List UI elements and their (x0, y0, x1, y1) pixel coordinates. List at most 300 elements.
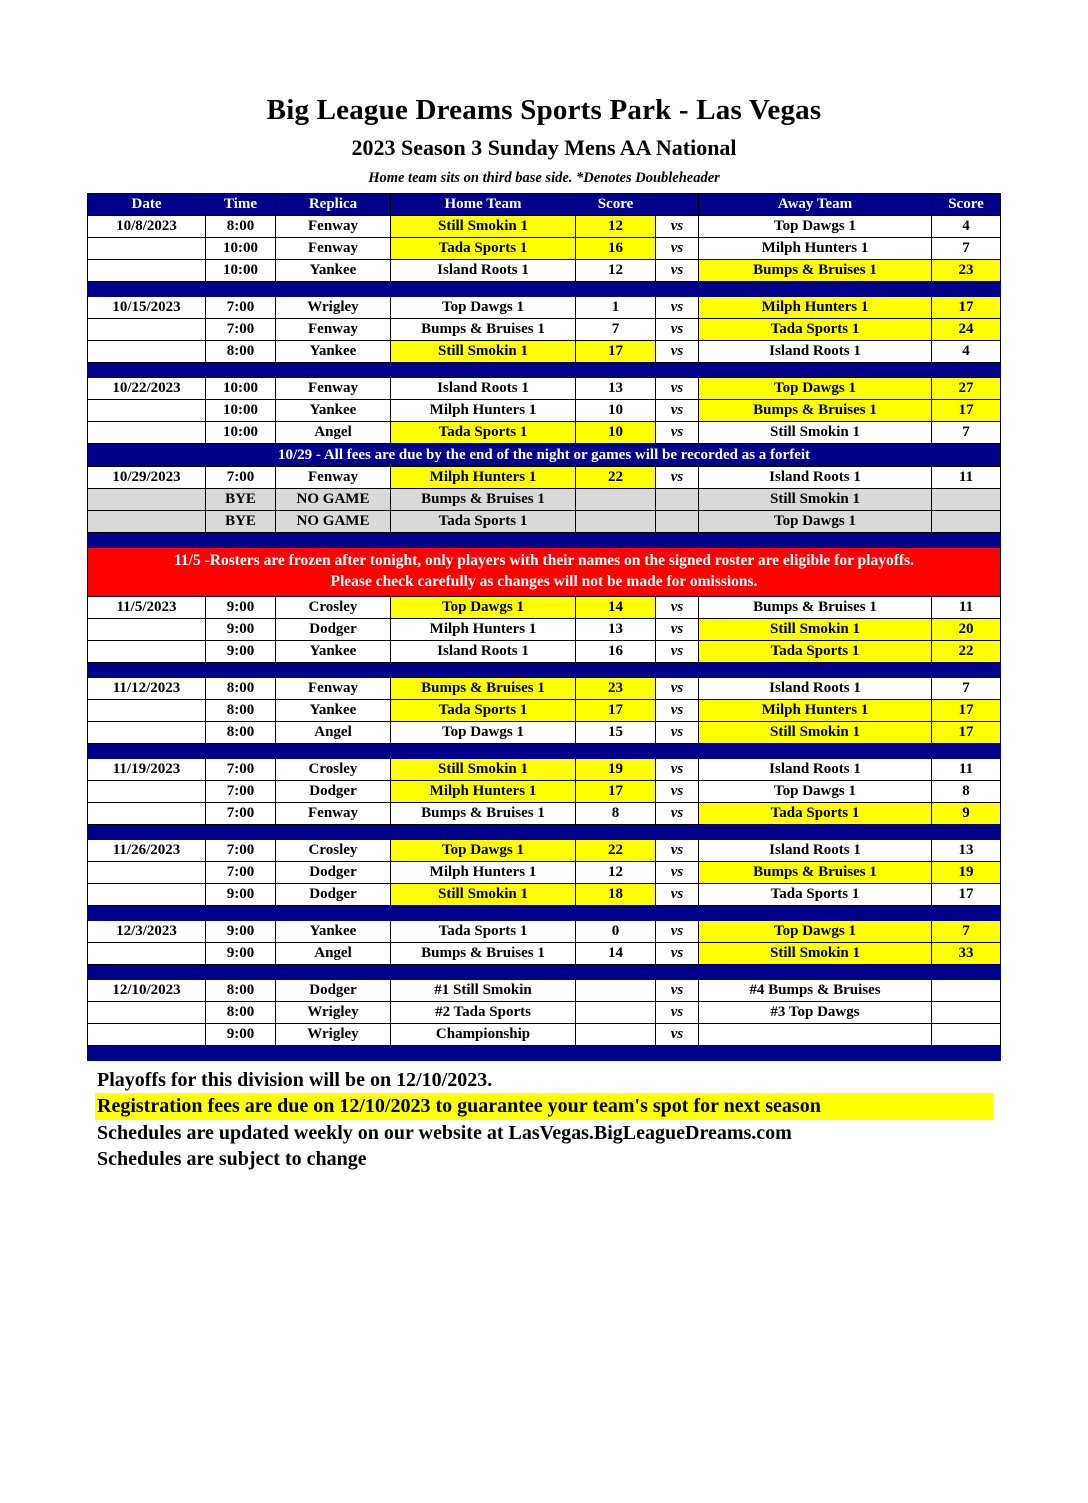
cell-away-team: #4 Bumps & Bruises (699, 980, 932, 1002)
cell-home-team: Bumps & Bruises 1 (391, 803, 576, 825)
notice-banner-text: 10/29 - All fees are due by the end of the night or games will be recorded as a forfeit (88, 444, 1001, 467)
cell-home-score: 23 (576, 678, 656, 700)
week-divider-cell (88, 744, 1001, 759)
cell-vs: vs (656, 260, 699, 282)
table-row (88, 341, 1001, 363)
cell-date (88, 803, 206, 825)
cell-home-team: Island Roots 1 (391, 641, 576, 663)
table-row (88, 319, 1001, 341)
table-row (88, 1002, 1001, 1024)
cell-time: 8:00 (206, 341, 276, 363)
cell-time: 9:00 (206, 921, 276, 943)
table-row (88, 297, 1001, 319)
cell-home-score (576, 489, 656, 511)
column-header-away-score: Score (932, 194, 1001, 216)
cell-vs: vs (656, 1024, 699, 1046)
cell-vs: vs (656, 759, 699, 781)
table-row (88, 840, 1001, 862)
cell-home-team: Tada Sports 1 (391, 511, 576, 533)
cell-home-team: #1 Still Smokin (391, 980, 576, 1002)
roster-freeze-banner-text: 11/5 -Rosters are frozen after tonight, only players with their names on the signed roster are eligible for playoffs. Please check carefully as changes will not be made for omissions. (88, 548, 1001, 597)
cell-vs: vs (656, 422, 699, 444)
page-title: Big League Dreams Sports Park - Las Vegas (266, 94, 822, 126)
cell-home-score: 13 (576, 378, 656, 400)
cell-time: 7:00 (206, 319, 276, 341)
table-row (88, 862, 1001, 884)
column-header-home-score: Score (576, 194, 656, 216)
table-row (88, 641, 1001, 663)
cell-away-team: Milph Hunters 1 (699, 238, 932, 260)
cell-away-team: Top Dawgs 1 (699, 781, 932, 803)
table-row (88, 803, 1001, 825)
cell-vs: vs (656, 297, 699, 319)
table-row (88, 216, 1001, 238)
table-row (88, 400, 1001, 422)
cell-away-score: 11 (932, 467, 1001, 489)
table-row (88, 489, 1001, 511)
cell-away-score: 17 (932, 297, 1001, 319)
cell-time: 10:00 (206, 238, 276, 260)
cell-date: 11/12/2023 (88, 678, 206, 700)
cell-vs: vs (656, 722, 699, 744)
cell-time: 10:00 (206, 422, 276, 444)
cell-date (88, 781, 206, 803)
table-row (88, 1024, 1001, 1046)
cell-away-score: 20 (932, 619, 1001, 641)
cell-away-team: Island Roots 1 (699, 840, 932, 862)
table-row (88, 980, 1001, 1002)
cell-home-team: Bumps & Bruises 1 (391, 489, 576, 511)
cell-vs: vs (656, 884, 699, 906)
table-row (88, 700, 1001, 722)
table-header (88, 194, 1001, 216)
cell-vs: vs (656, 700, 699, 722)
cell-vs: vs (656, 781, 699, 803)
cell-home-score: 13 (576, 619, 656, 641)
table-row (88, 678, 1001, 700)
cell-home-team: Top Dawgs 1 (391, 840, 576, 862)
cell-replica: Angel (276, 422, 391, 444)
cell-replica: Dodger (276, 781, 391, 803)
cell-date (88, 641, 206, 663)
footer-subject-to-change: Schedules are subject to change (97, 1148, 367, 1171)
cell-away-score (932, 1024, 1001, 1046)
cell-away-score: 11 (932, 759, 1001, 781)
cell-away-score: 7 (932, 422, 1001, 444)
cell-home-team: Milph Hunters 1 (391, 467, 576, 489)
cell-replica: Dodger (276, 884, 391, 906)
cell-away-team: Island Roots 1 (699, 467, 932, 489)
cell-away-score: 33 (932, 943, 1001, 965)
cell-home-team: Tada Sports 1 (391, 921, 576, 943)
cell-time: 10:00 (206, 260, 276, 282)
cell-home-team: Still Smokin 1 (391, 884, 576, 906)
table-row (88, 884, 1001, 906)
cell-vs: vs (656, 641, 699, 663)
week-divider (88, 282, 1001, 297)
cell-time: 9:00 (206, 1024, 276, 1046)
cell-date: 11/26/2023 (88, 840, 206, 862)
cell-home-team: Island Roots 1 (391, 378, 576, 400)
cell-away-team: Still Smokin 1 (699, 422, 932, 444)
table-row (88, 619, 1001, 641)
cell-date (88, 1024, 206, 1046)
cell-date (88, 260, 206, 282)
cell-time: 8:00 (206, 700, 276, 722)
week-divider (88, 533, 1001, 548)
cell-away-team: #3 Top Dawgs (699, 1002, 932, 1024)
cell-home-score: 12 (576, 862, 656, 884)
cell-away-score: 17 (932, 722, 1001, 744)
week-divider-cell (88, 663, 1001, 678)
cell-date (88, 422, 206, 444)
cell-away-score: 4 (932, 216, 1001, 238)
roster-freeze-banner (88, 548, 1001, 597)
cell-date (88, 319, 206, 341)
cell-home-score: 16 (576, 641, 656, 663)
cell-date: 10/29/2023 (88, 467, 206, 489)
cell-away-score: 17 (932, 700, 1001, 722)
cell-replica: Yankee (276, 260, 391, 282)
cell-home-score: 19 (576, 759, 656, 781)
cell-away-team: Still Smokin 1 (699, 489, 932, 511)
cell-away-score (932, 1002, 1001, 1024)
cell-date: 10/8/2023 (88, 216, 206, 238)
week-divider (88, 965, 1001, 980)
cell-home-score (576, 511, 656, 533)
week-divider-cell (88, 363, 1001, 378)
cell-date (88, 341, 206, 363)
cell-vs: vs (656, 341, 699, 363)
table-row (88, 378, 1001, 400)
cell-time: 7:00 (206, 803, 276, 825)
cell-date (88, 884, 206, 906)
cell-home-score: 7 (576, 319, 656, 341)
cell-away-team: Tada Sports 1 (699, 641, 932, 663)
cell-time: 8:00 (206, 216, 276, 238)
cell-away-team: Bumps & Bruises 1 (699, 862, 932, 884)
cell-replica: Wrigley (276, 1024, 391, 1046)
column-header-time: Time (206, 194, 276, 216)
week-divider-cell (88, 1046, 1001, 1061)
cell-home-score: 0 (576, 921, 656, 943)
cell-away-team: Top Dawgs 1 (699, 216, 932, 238)
table-body (88, 216, 1001, 1061)
cell-vs: vs (656, 400, 699, 422)
cell-time: 8:00 (206, 1002, 276, 1024)
cell-vs: vs (656, 319, 699, 341)
cell-vs: vs (656, 619, 699, 641)
cell-replica: Fenway (276, 378, 391, 400)
cell-vs: vs (656, 597, 699, 619)
cell-time: 9:00 (206, 619, 276, 641)
cell-vs: vs (656, 921, 699, 943)
cell-home-team: Island Roots 1 (391, 260, 576, 282)
cell-home-team: Milph Hunters 1 (391, 862, 576, 884)
footer-updates: Schedules are updated weekly on our website at LasVegas.BigLeagueDreams.com (97, 1121, 792, 1144)
cell-away-score: 11 (932, 597, 1001, 619)
cell-replica: Angel (276, 943, 391, 965)
cell-date: 10/22/2023 (88, 378, 206, 400)
cell-away-score: 23 (932, 260, 1001, 282)
table-row (88, 781, 1001, 803)
cell-away-score (932, 511, 1001, 533)
cell-away-team: Still Smokin 1 (699, 943, 932, 965)
cell-replica: Fenway (276, 467, 391, 489)
header-row (88, 194, 1001, 216)
cell-home-score: 22 (576, 467, 656, 489)
cell-time: 9:00 (206, 943, 276, 965)
table-row (88, 921, 1001, 943)
cell-vs: vs (656, 238, 699, 260)
cell-replica: Dodger (276, 980, 391, 1002)
notice-banner (88, 444, 1001, 467)
column-header-away-team: Away Team (699, 194, 932, 216)
cell-home-team: Milph Hunters 1 (391, 619, 576, 641)
cell-home-score: 14 (576, 597, 656, 619)
cell-vs (656, 489, 699, 511)
cell-vs: vs (656, 943, 699, 965)
cell-home-team: Tada Sports 1 (391, 700, 576, 722)
cell-away-team: Island Roots 1 (699, 678, 932, 700)
cell-date (88, 862, 206, 884)
cell-vs: vs (656, 467, 699, 489)
cell-replica: Wrigley (276, 1002, 391, 1024)
cell-away-score: 7 (932, 238, 1001, 260)
cell-vs: vs (656, 803, 699, 825)
column-header-home-team: Home Team (391, 194, 576, 216)
week-divider (88, 906, 1001, 921)
cell-replica: NO GAME (276, 489, 391, 511)
cell-date: 11/19/2023 (88, 759, 206, 781)
cell-replica: Dodger (276, 619, 391, 641)
cell-date (88, 722, 206, 744)
cell-vs: vs (656, 378, 699, 400)
cell-home-score: 10 (576, 422, 656, 444)
cell-away-score: 19 (932, 862, 1001, 884)
cell-vs: vs (656, 840, 699, 862)
cell-time: 8:00 (206, 722, 276, 744)
cell-home-score (576, 1024, 656, 1046)
week-divider (88, 744, 1001, 759)
footer-registration: Registration fees are due on 12/10/2023 to guarantee your team's spot for next season (95, 1093, 993, 1119)
cell-away-score: 4 (932, 341, 1001, 363)
column-header-date: Date (88, 194, 206, 216)
week-divider-cell (88, 906, 1001, 921)
cell-home-team: Bumps & Bruises 1 (391, 319, 576, 341)
cell-home-team: Top Dawgs 1 (391, 597, 576, 619)
cell-time: 9:00 (206, 884, 276, 906)
cell-away-team: Tada Sports 1 (699, 803, 932, 825)
footer-notes (95, 1067, 993, 1173)
cell-replica: Yankee (276, 921, 391, 943)
cell-home-team: Bumps & Bruises 1 (391, 943, 576, 965)
cell-away-score: 17 (932, 884, 1001, 906)
cell-time: 7:00 (206, 759, 276, 781)
cell-date (88, 238, 206, 260)
cell-home-team: #2 Tada Sports (391, 1002, 576, 1024)
cell-home-team: Top Dawgs 1 (391, 722, 576, 744)
cell-time: BYE (206, 489, 276, 511)
cell-replica: Fenway (276, 238, 391, 260)
cell-time: 10:00 (206, 378, 276, 400)
week-divider (88, 1046, 1001, 1061)
cell-home-score: 17 (576, 700, 656, 722)
schedule-page (0, 95, 1088, 1173)
week-divider-cell (88, 825, 1001, 840)
cell-time: 8:00 (206, 980, 276, 1002)
cell-date: 11/5/2023 (88, 597, 206, 619)
cell-home-team: Tada Sports 1 (391, 422, 576, 444)
cell-away-score (932, 489, 1001, 511)
cell-time: 7:00 (206, 467, 276, 489)
cell-away-team: Milph Hunters 1 (699, 700, 932, 722)
table-row (88, 759, 1001, 781)
cell-date (88, 700, 206, 722)
cell-time: 10:00 (206, 400, 276, 422)
week-divider-cell (88, 965, 1001, 980)
cell-away-score: 13 (932, 840, 1001, 862)
week-divider-cell (88, 533, 1001, 548)
cell-vs: vs (656, 1002, 699, 1024)
cell-home-score: 22 (576, 840, 656, 862)
table-row (88, 943, 1001, 965)
column-header-vs (656, 194, 699, 216)
cell-home-team: Bumps & Bruises 1 (391, 678, 576, 700)
cell-date (88, 489, 206, 511)
cell-home-score: 8 (576, 803, 656, 825)
cell-vs: vs (656, 980, 699, 1002)
cell-away-score (932, 980, 1001, 1002)
cell-home-score: 18 (576, 884, 656, 906)
footer-playoffs: Playoffs for this division will be on 12/10/2023. (97, 1069, 493, 1092)
cell-home-score (576, 980, 656, 1002)
cell-replica: Yankee (276, 641, 391, 663)
cell-away-team: Top Dawgs 1 (699, 921, 932, 943)
cell-date (88, 400, 206, 422)
cell-date: 10/15/2023 (88, 297, 206, 319)
week-divider (88, 825, 1001, 840)
cell-date (88, 943, 206, 965)
cell-date (88, 1002, 206, 1024)
cell-home-team: Still Smokin 1 (391, 759, 576, 781)
cell-away-team: Bumps & Bruises 1 (699, 597, 932, 619)
cell-replica: Angel (276, 722, 391, 744)
cell-home-score: 16 (576, 238, 656, 260)
home-team-note: Home team sits on third base side. *Denotes Doubleheader (368, 170, 720, 187)
cell-away-team: Still Smokin 1 (699, 619, 932, 641)
cell-time: 9:00 (206, 641, 276, 663)
cell-home-score: 17 (576, 341, 656, 363)
cell-replica: Dodger (276, 862, 391, 884)
cell-replica: Yankee (276, 400, 391, 422)
table-row (88, 597, 1001, 619)
cell-time: 7:00 (206, 840, 276, 862)
cell-away-team: Bumps & Bruises 1 (699, 260, 932, 282)
cell-home-score (576, 1002, 656, 1024)
table-row (88, 238, 1001, 260)
week-divider (88, 363, 1001, 378)
cell-home-score: 14 (576, 943, 656, 965)
cell-time: BYE (206, 511, 276, 533)
cell-replica: Fenway (276, 678, 391, 700)
cell-away-team: Island Roots 1 (699, 341, 932, 363)
cell-date (88, 511, 206, 533)
cell-home-team: Still Smokin 1 (391, 341, 576, 363)
table-row (88, 722, 1001, 744)
cell-time: 7:00 (206, 862, 276, 884)
cell-away-score: 17 (932, 400, 1001, 422)
column-header-replica: Replica (276, 194, 391, 216)
cell-home-score: 12 (576, 216, 656, 238)
cell-time: 7:00 (206, 781, 276, 803)
cell-vs: vs (656, 862, 699, 884)
cell-home-score: 15 (576, 722, 656, 744)
cell-home-team: Milph Hunters 1 (391, 400, 576, 422)
cell-away-team: Tada Sports 1 (699, 319, 932, 341)
cell-away-team: Island Roots 1 (699, 759, 932, 781)
cell-away-score: 24 (932, 319, 1001, 341)
cell-home-score: 10 (576, 400, 656, 422)
cell-home-score: 12 (576, 260, 656, 282)
cell-away-score: 8 (932, 781, 1001, 803)
cell-away-team: Top Dawgs 1 (699, 511, 932, 533)
cell-replica: Fenway (276, 803, 391, 825)
cell-home-score: 1 (576, 297, 656, 319)
cell-time: 7:00 (206, 297, 276, 319)
cell-away-score: 9 (932, 803, 1001, 825)
cell-away-score: 27 (932, 378, 1001, 400)
cell-away-team: Tada Sports 1 (699, 884, 932, 906)
table-row (88, 467, 1001, 489)
cell-home-team: Still Smokin 1 (391, 216, 576, 238)
cell-away-team: Milph Hunters 1 (699, 297, 932, 319)
table-row (88, 422, 1001, 444)
cell-home-score: 17 (576, 781, 656, 803)
cell-replica: Fenway (276, 216, 391, 238)
cell-vs: vs (656, 216, 699, 238)
cell-date (88, 619, 206, 641)
cell-away-score: 22 (932, 641, 1001, 663)
cell-replica: Yankee (276, 700, 391, 722)
cell-vs: vs (656, 678, 699, 700)
cell-away-team: Still Smokin 1 (699, 722, 932, 744)
cell-away-score: 7 (932, 921, 1001, 943)
cell-date: 12/3/2023 (88, 921, 206, 943)
cell-away-team: Bumps & Bruises 1 (699, 400, 932, 422)
cell-home-team: Championship (391, 1024, 576, 1046)
cell-home-team: Tada Sports 1 (391, 238, 576, 260)
cell-replica: Wrigley (276, 297, 391, 319)
cell-replica: Yankee (276, 341, 391, 363)
cell-date: 12/10/2023 (88, 980, 206, 1002)
cell-replica: Fenway (276, 319, 391, 341)
schedule-table (87, 193, 1001, 1061)
cell-away-team: Top Dawgs 1 (699, 378, 932, 400)
cell-away-score: 7 (932, 678, 1001, 700)
cell-away-team (699, 1024, 932, 1046)
page-subtitle: 2023 Season 3 Sunday Mens AA National (351, 134, 737, 160)
cell-replica: Crosley (276, 840, 391, 862)
cell-vs (656, 511, 699, 533)
week-divider (88, 663, 1001, 678)
cell-replica: NO GAME (276, 511, 391, 533)
table-row (88, 260, 1001, 282)
table-row (88, 511, 1001, 533)
cell-time: 8:00 (206, 678, 276, 700)
week-divider-cell (88, 282, 1001, 297)
cell-replica: Crosley (276, 759, 391, 781)
